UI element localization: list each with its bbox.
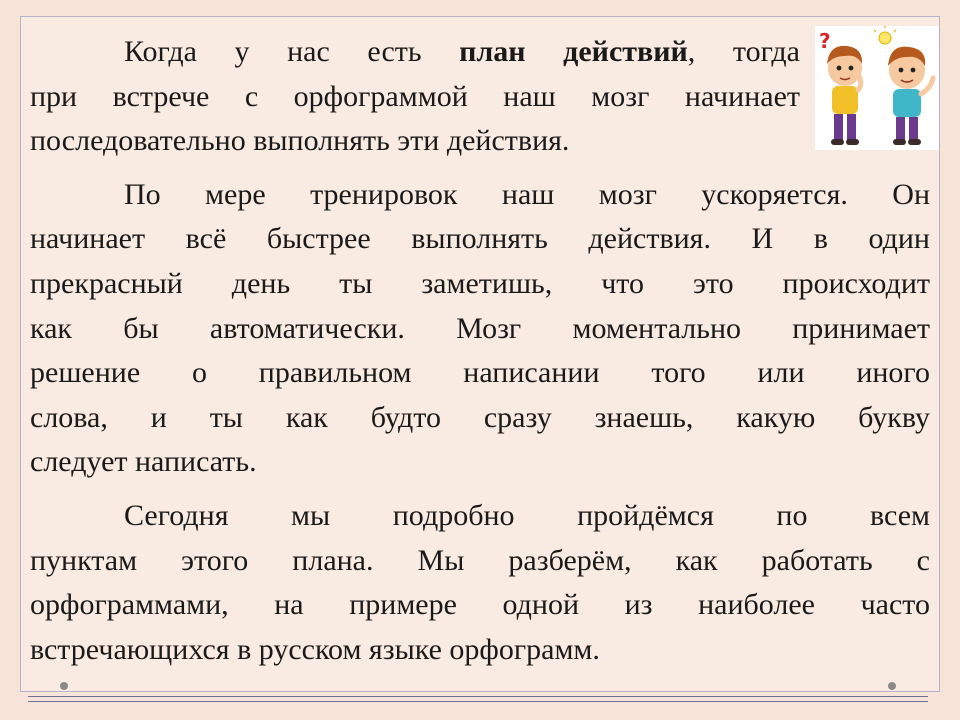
text-line: решение о правильном написании того или иного [30, 356, 930, 390]
text-line: следует написать. [30, 445, 257, 479]
decorative-dot-left [60, 682, 68, 690]
bold-phrase: план действий [459, 35, 688, 68]
text-line: пунктам этого плана. Мы разберём, как работать с [30, 543, 930, 577]
paragraph-2 [30, 173, 930, 485]
paragraph-3 [30, 494, 930, 672]
text-line: По мере тренировок наш мозг ускоряется. Он [124, 177, 930, 211]
slide-text [30, 30, 930, 672]
text-line: начинает всё быстрее выполнять действия. И в один [30, 222, 930, 256]
text-line: Когда у нас есть план действий, тогда [124, 35, 800, 68]
text-line: прекрасный день ты заметишь, что это происходит [30, 266, 930, 300]
paragraph-1 [30, 30, 930, 164]
text-line: Сегодня мы подробно пройдёмся по всем [124, 498, 930, 532]
two-boys-thinking-icon [815, 26, 939, 150]
bottom-rule-2 [28, 701, 928, 702]
text-line: слова, и ты как будто сразу знаешь, какую букву [30, 400, 930, 434]
text-line: как бы автоматически. Мозг моментально принимает [30, 311, 930, 345]
decorative-dot-right [888, 682, 896, 690]
text-line: при встрече с орфограммой наш мозг начинает [30, 79, 800, 113]
text-line: орфограммами, на примере одной из наиболее часто [30, 588, 930, 622]
text-line: встречающихся в русском языке орфограмм. [30, 632, 600, 666]
text-line: последовательно выполнять эти действия. [30, 124, 570, 158]
bottom-rule-1 [28, 696, 928, 697]
boys-illustration-svg [815, 26, 939, 150]
question-mark-icon: ? [819, 29, 831, 53]
